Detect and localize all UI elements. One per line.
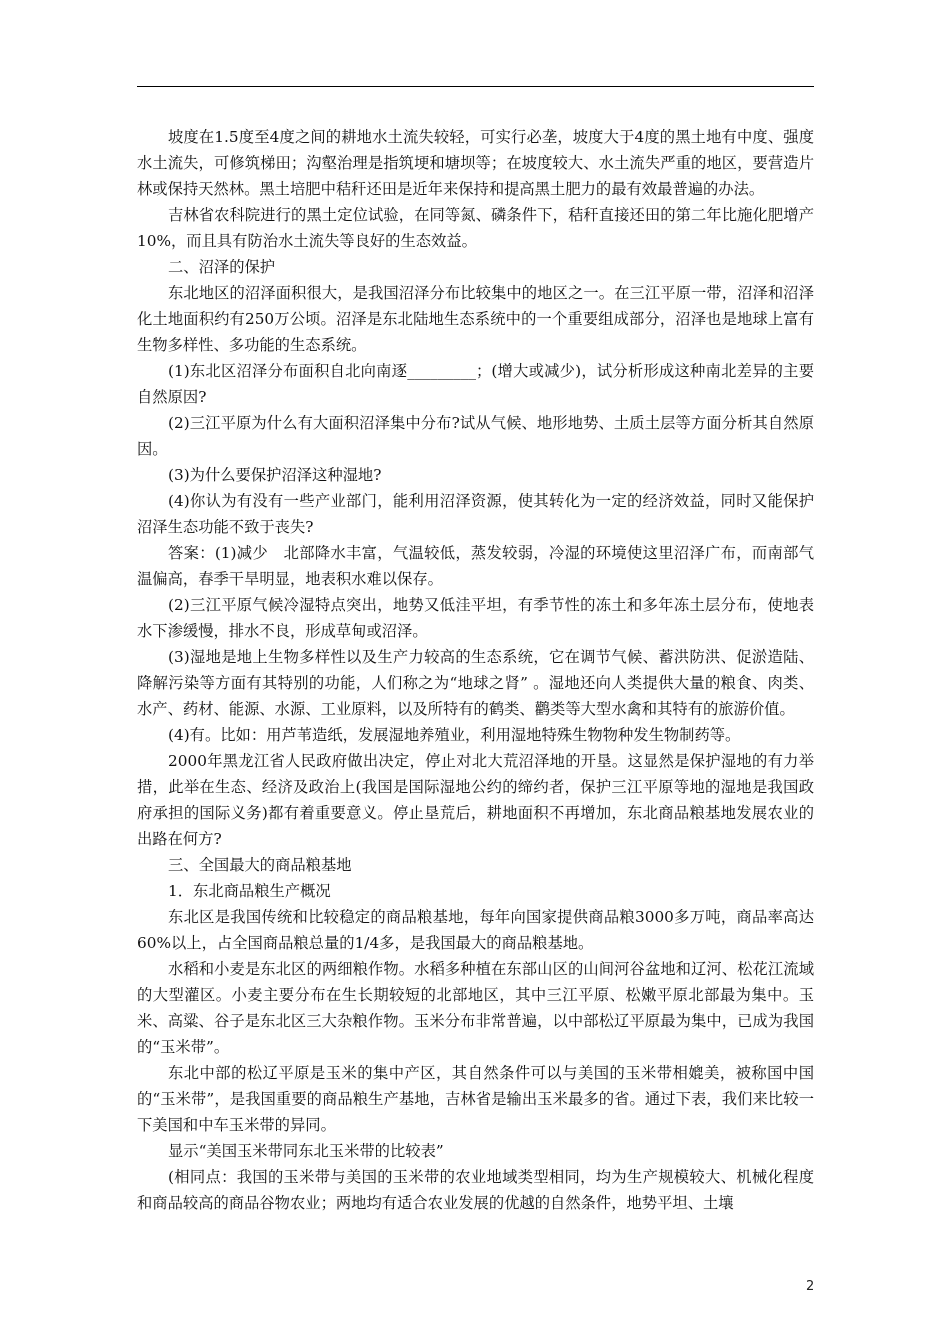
paragraph-corn-belt: 东北中部的松辽平原是玉米的集中产区，其自然条件可以与美国的玉米带相媲美，被称国中国的“玉米带”，是我国重要的商品粮生产基地，吉林省是输出玉米最多的省。通过下表，我们来比较一下美国和中车玉米带的异同。 (137, 1064, 814, 1134)
section-heading-marsh: 二、沼泽的保护 (168, 258, 276, 276)
paragraph-grain-base: 东北区是我国传统和比较稳定的商品粮基地，每年向国家提供商品粮3000多万吨，商品率高达60%以上，占全国商品粮总量的1/4多，是我国最大的商品粮基地。 (137, 908, 814, 952)
header-rule (137, 86, 814, 87)
subheading-grain-overview: 1．东北商品粮生产概况 (168, 882, 331, 900)
paragraph-slope-measures: 坡度在1.5度至4度之间的耕地水土流失较轻，可实行必垄，坡度大于4度的黑土地有中度、强度水土流失，可修筑梯田；沟壑治理是指筑埂和塘坝等；在坡度较大、水土流失严重的地区，要营造片林或保持天然林。黑土培肥中秸秆还田是近年来保持和提高黑土肥力的最有效最普遍的办法。 (137, 128, 814, 198)
paragraph-jilin-experiment: 吉林省农科院进行的黑土定位试验，在同等氮、磷条件下，秸秆直接还田的第二年比施化肥增产10%，而且具有防治水土流失等良好的生态效益。 (137, 206, 814, 250)
paragraph-rice-wheat: 水稻和小麦是东北区的两细粮作物。水稻多种植在东部山区的山间河谷盆地和辽河、松花江流域的大型灌区。小麦主要分布在生长期较短的北部地区，其中三江平原、松嫩平原北部最为集中。玉米、高粱、谷子是东北区三大杂粮作物。玉米分布非常普遍，以中部松辽平原最为集中，已成为我国的“玉米带”。 (137, 960, 814, 1056)
answer-3: (3)湿地是地上生物多样性以及生产力较高的生态系统，它在调节气候、蓄洪防洪、促淤造陆、降解污染等方面有其特别的功能，人们称之为“地球之肾” 。湿地还向人类提供大量的粮食、肉类、水产、药材、能源、水源、工业原料，以及所特有的鹤类、鹳类等大型水禽和其特有的旅游价值。 (137, 648, 814, 718)
question-3: (3)为什么要保护沼泽这种湿地? (168, 466, 382, 484)
paragraph-2000-decision: 2000年黑龙江省人民政府做出决定，停止对北大荒沼泽地的开垦。这显然是保护湿地的有力举措，此举在生态、经济及政治上(我国是国际湿地公约的缔约者，保护三江平原等地的湿地是我国政府承担的国际义务)都有着重要意义。停止垦荒后，耕地面积不再增加，东北商品粮基地发展农业的出路在何方? (137, 752, 814, 848)
answer-4: (4)有。比如：用芦苇造纸，发展湿地养殖业，利用湿地特殊生物物种发生物制药等。 (168, 726, 741, 744)
answer-2: (2)三江平原气候冷湿特点突出，地势又低洼平坦，有季节性的冻土和多年冻土层分布，使地表水下渗缓慢，排水不良，形成草甸或沼泽。 (137, 596, 814, 640)
paragraph-show-table: 显示“美国玉米带同东北玉米带的比较表” (168, 1142, 444, 1160)
answer-1: 答案：(1)减少 北部降水丰富，气温较低，蒸发较弱，冷湿的环境使这里沼泽广布，而南部气温偏高，春季干旱明显，地表积水难以保存。 (137, 544, 814, 588)
document-body (137, 124, 814, 1216)
paragraph-similarities: (相同点：我国的玉米带与美国的玉米带的农业地域类型相同，均为生产规模较大、机械化程度和商品较高的商品谷物农业；两地均有适合农业发展的优越的自然条件，地势平坦、土壤 (137, 1168, 814, 1212)
question-1: (1)东北区沼泽分布面积自北向南逐_________；(增大或减少)，试分析形成这种南北差异的主要自然原因? (137, 362, 814, 406)
question-4: (4)你认为有没有一些产业部门，能利用沼泽资源，使其转化为一定的经济效益，同时又能保护沼泽生态功能不致于丧失? (137, 492, 814, 536)
paragraph-marsh-intro: 东北地区的沼泽面积很大，是我国沼泽分布比较集中的地区之一。在三江平原一带，沼泽和沼泽化土地面积约有250万公顷。沼泽是东北陆地生态系统中的一个重要组成部分，沼泽也是地球上富有生物多样性、多功能的生态系统。 (137, 284, 814, 354)
question-2: (2)三江平原为什么有大面积沼泽集中分布?试从气候、地形地势、土质土层等方面分析其自然原因。 (137, 414, 814, 458)
section-heading-grain-base: 三、全国最大的商品粮基地 (168, 856, 352, 874)
page-number: 2 (806, 1279, 815, 1294)
